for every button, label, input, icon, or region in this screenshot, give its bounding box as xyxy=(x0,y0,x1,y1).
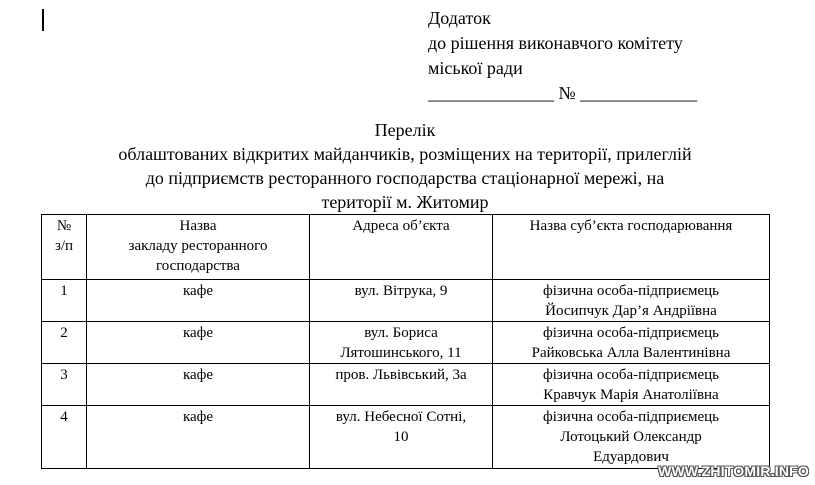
site-watermark: WWW.ZHITOMIR.INFO xyxy=(658,463,809,479)
annex-line-4: ______________ № _____________ xyxy=(428,83,698,103)
table-row xyxy=(42,406,770,469)
header-name: Назва закладу ресторанного господарства xyxy=(87,215,310,280)
cell-num: 4 xyxy=(42,406,87,469)
title-line-2: облаштованих відкритих майданчиків, розміщених на території, прилеглій xyxy=(118,144,692,164)
table-row xyxy=(42,280,770,322)
header-subject: Назва суб’єкта господарювання xyxy=(493,215,770,280)
table-row xyxy=(42,364,770,406)
title-line-3: до підприємств ресторанного господарства стаціонарної мережі, на xyxy=(145,168,665,188)
cell-address: вул. Бориса Лятошинського, 11 xyxy=(310,322,493,364)
cell-subject: фізична особа-підприємець Райковська Алла Валентинівна xyxy=(493,322,770,364)
cell-name: кафе xyxy=(87,364,310,406)
cell-address: пров. Львівський, 3а xyxy=(310,364,493,406)
cell-num: 3 xyxy=(42,364,87,406)
header-address: Адреса об’єкта xyxy=(310,215,493,280)
title-line-4: території м. Житомир xyxy=(321,192,489,212)
cell-name: кафе xyxy=(87,280,310,322)
cell-name: кафе xyxy=(87,406,310,469)
table-row xyxy=(42,322,770,364)
table-header-row xyxy=(42,215,770,280)
cell-subject: фізична особа-підприємець Йосипчук Дар’я Андріївна xyxy=(493,280,770,322)
annex-line-2: до рішення виконавчого комітету xyxy=(428,33,683,53)
cell-address: вул. Небесної Сотні, 10 xyxy=(310,406,493,469)
cell-num: 1 xyxy=(42,280,87,322)
annex-block xyxy=(428,6,697,106)
text-cursor xyxy=(42,9,44,31)
establishments-table xyxy=(41,214,770,469)
title-line-1: Перелік xyxy=(374,120,436,140)
cell-num: 2 xyxy=(42,322,87,364)
annex-line-3: міської ради xyxy=(428,58,523,78)
cell-subject: фізична особа-підприємець Лотоцький Олександр Едуардович xyxy=(493,406,770,469)
document-title xyxy=(40,118,770,214)
header-num: № з/п xyxy=(42,215,87,280)
cell-address: вул. Вітрука, 9 xyxy=(310,280,493,322)
cell-name: кафе xyxy=(87,322,310,364)
annex-line-1: Додаток xyxy=(428,8,491,28)
cell-subject: фізична особа-підприємець Кравчук Марія Анатоліївна xyxy=(493,364,770,406)
